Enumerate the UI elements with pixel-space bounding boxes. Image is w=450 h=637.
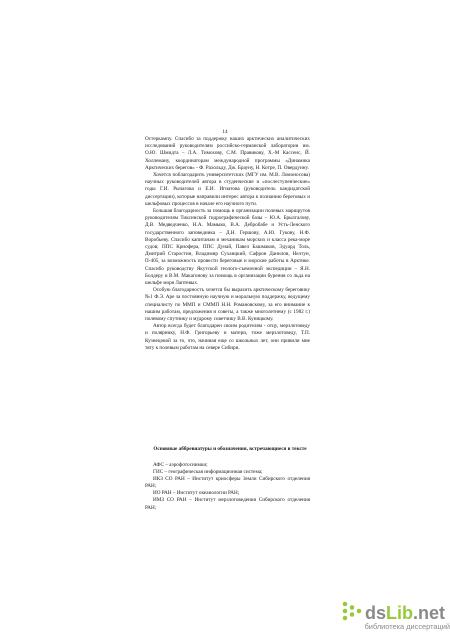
paragraph: Хочется поблагодарить университетских (МГУ им. М.В. Ломоносова) научных руководителей автора в студенческие и «послеступенческие» годы Г.И. Рычагова и Е.И. Игнатова (руководитель кандидатской диссертации), которые направили интерес автора к познанию береговых и шельфовых процессов в начале его научного пути. (145, 172, 310, 207)
paragraph: Особую благодарность хочется бы выразить арктическому береговику №1 Ф.Э. Аре за постоянную научную и моральную поддержку, ведущему специалисту по ММП и СММП Н.Н. Романовскому, за его внимание к нашим работам, предложения и советы, а также многолетнему (с 1982 г.) полевому спутнику и мудрому советчику В.В. Куницкому. (145, 287, 310, 323)
abbreviation-item: ИКЗ СО РАН – Институт криосферы Земли Сибирского отделения РАН; (145, 476, 310, 490)
watermark-caption: библиотека диссертаций (364, 622, 450, 631)
watermark (340, 598, 450, 637)
paragraph: Остеркампу. Спасибо за поддержку наших арктических аналитических исследований руководителям российско-германской лаборатории им. О.Ю. Шмидта – Л.А. Тимохову, С.М. Правикову, Х.-М Кассенс, Й. Холлеману, координаторам международной программы «Динамика Арктических берегов» - Ф. Рахольду, Дж. Брауну, Н. Котре, П. Овердуину. (145, 136, 310, 171)
dslib-logo (340, 598, 450, 624)
abbreviation-item: ИМЗ СО РАН – Институт мерзлотоведения Сибирского отделения РАН; (145, 497, 310, 511)
abbreviations-heading: Основные аббревиатуры и обозначения, встречающиеся в тексте (153, 446, 307, 452)
abbreviation-item: АФС – аэрофотоснимки; (153, 462, 208, 468)
body-text (145, 136, 310, 352)
abbreviations-list (145, 462, 310, 512)
paragraph: Большая благодарность за помощь в организации полевых маршрутов руководителям Тиксинской гидрографической базы – Ю.А. Брызгалову, Д.В. Медведченко, Н.А. Мамыко, В.А. Дебробабе и Усть-Ленского государственного заповедника – Д.Н. Гершову, А.Ю. Гукову, Н.Ф. Воробьеву. Спасибо капитанам и механикам морских и класса река-море судов; ППС Криофера, ППС Дунай, Павел Башмаков, Эдуард Толь, Дмитрий Старостин, Владимир Суханцкий, Сафрон Данилов, Нелтун, П-405, за возможность провести береговые и морские работы в Арктике. Спасибо руководству Якутской геолого-съемочной экспедиции – Я.Н. Болдеру и В.М. Макагонову за помощь в организации бурения со льда на шельфе моря Лаптевых. (145, 208, 310, 287)
abbreviation-item: ИО РАН – Институт океанологии РАН; (153, 490, 240, 497)
svg-text:dsLib.net: dsLib.net (365, 603, 446, 623)
abbreviation-item: ГИС – географическая информационная система; (153, 469, 263, 476)
paragraph: Автор всегда будет благодарен своим родителям - отцу, мерзлотоведу и полярнику, Н.Ф. Григорьеву и матери, тоже мерзлотоведу, Т.П. Кузнецовой за то, что, начиная еще со школьных лет, они привили мне тягу к полевым работам на севере Сибири. (145, 323, 310, 351)
page-number: 14 (222, 129, 228, 135)
